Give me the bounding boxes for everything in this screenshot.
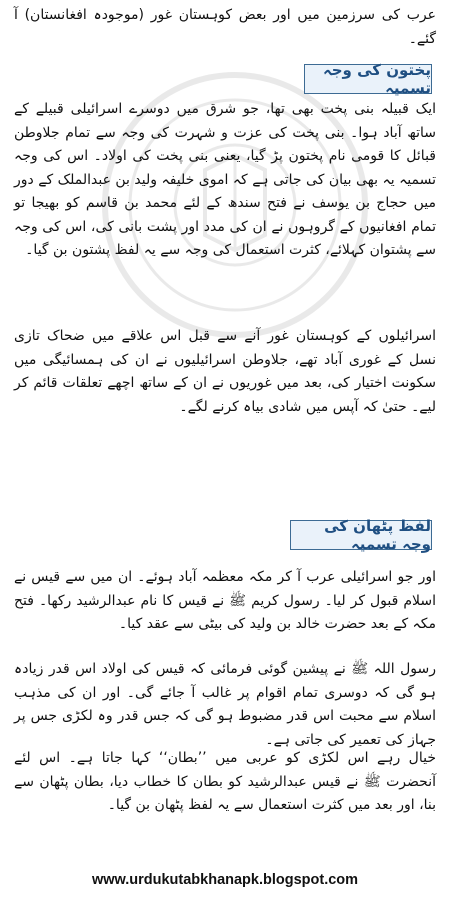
section-heading-pakhtun-text: پختون کی وجہ تسمیہ [322, 61, 431, 97]
paragraph-prophecy: رسول اللہ ﷺ نے پیشین گوئی فرمائی کہ قیس کی اولاد اس قدر زیادہ ہو گی کہ دوسری تمام اقوام پر غالب آ جائے گی۔ اور ان کی مذہب اسلام سے محبت اس قدر مضبوط ہو گی کہ جس قدر وہ لکڑی جس پر جہاز کی تعمیر کی جاتی ہے۔ [14, 661, 436, 748]
section-heading-pathan [290, 517, 432, 553]
paragraph-batan-meaning: خیال رہے اس لکڑی کو عربی میں ’’بطان‘‘ کہا جاتا ہے۔ اس لئے آنحضرت ﷺ نے قیس عبدالرشید کو بطان کا خطاب دیا، بطان پٹھان سے بنا، اور بعد میں کثرت استعمال سے یہ لفظ پٹھان بن گیا۔ [14, 750, 436, 813]
paragraph-intro: عرب کی سرزمین میں اور بعض کوہستان غور (موجودہ افغانستان) آ گئے۔ [14, 7, 436, 47]
paragraph-pakhtun-origin: ایک قبیلہ بنی پخت بھی تھا، جو شرق میں دوسرے اسرائیلی قبیلے کے ساتھ آباد ہوا۔ بنی پخت کی عزت و شہرت کی وجہ سے تمام جلاوطن قبائل کا قومی نام پختون پڑ گیا، یعنی بنی پخت کی اولاد۔ اس کی وجہ تسمیہ یہ بھی بیان کی جاتی ہے کہ اموی خلیفہ ولید بن عبدالملک کے دور میں حجاج بن یوسف نے فتح سندھ کے لئے محمد بن قاسم کو بھیجا تو تمام افغانیوں کے گروہوں نے ان کی مدد اور پشت بانی کی، اس کی وجہ سے پشتوان کہلائے، کثرت استعمال کی وجہ سے یہ لفظ پشتون بن گیا۔ [14, 101, 436, 258]
paragraph-ghor-settlement: اسرائیلوں کے کوہستان غور آنے سے قبل اس علاقے میں ضحاک تازی نسل کے غوری آباد تھے، جلاوطن اسرائیلیوں نے ان کی ہمسائیگی میں سکونت اختیار کی، بعد میں غوریوں نے ان کے ساتھ اچھے تعلقات قائم کر لیے۔ حتیٰ کہ آپس میں شادی بیاہ کرنے لگے۔ [14, 328, 436, 415]
footer-url: www.urdukutabkhanapk.blogspot.com [91, 872, 359, 888]
paragraph-qais-islam: اور جو اسرائیلی عرب آ کر مکہ معظمہ آباد ہوئے۔ ان میں سے قیس نے اسلام قبول کر لیا۔ رسول کریم ﷺ نے قیس کا نام عبدالرشید رکھا۔ فتح مکہ کے بعد حضرت خالد بن ولید کی بیٹی سے عقد کیا۔ [14, 569, 436, 632]
section-heading-pathan-text: لفظ پٹھان کی وجہ تسمیہ [324, 517, 431, 553]
section-heading-pakhtun [304, 61, 432, 97]
